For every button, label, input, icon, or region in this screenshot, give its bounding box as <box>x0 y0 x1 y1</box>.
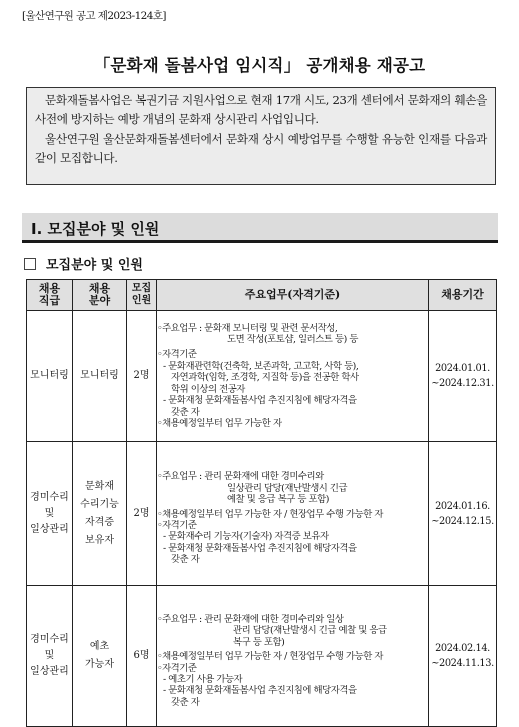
header-field-line: 분야 <box>88 294 111 307</box>
header-job-line: 직급 <box>38 294 61 307</box>
cell-duties <box>157 586 429 727</box>
period-line: 2024.01.16. <box>435 500 490 512</box>
table-row <box>27 586 497 727</box>
cell-job <box>27 311 73 442</box>
table-row <box>27 442 497 586</box>
header-job-line: 채용 <box>38 282 61 295</box>
duty-line: 도면 작성(포토샵, 일러스트 등) 등 <box>227 334 358 346</box>
subheading <box>24 254 143 273</box>
duty-line: 갖춘 자 <box>171 696 200 708</box>
period-line: ~2024.11.13. <box>431 658 494 669</box>
table-header-row <box>27 280 497 311</box>
cell-line: 일상관리 <box>30 666 69 677</box>
cell-line: 경미수리 <box>30 634 69 645</box>
table-row <box>27 311 497 442</box>
cell-line: 자격증 <box>85 516 114 528</box>
intro-paragraph: 문화재돌봄사업은 복권기금 지원사업으로 현재 17개 시도, 23개 센터에서 문화재의 훼손을 사전에 방지하는 예방 개념의 문화재 상시관리 사업입니다. <box>35 93 487 127</box>
section-title: Ⅰ. 모집분야 및 인원 <box>31 220 160 238</box>
cell-duties <box>157 442 429 586</box>
page-title: 「문화재 돌봄사업 임시직」 공개채용 재공고 <box>93 56 426 75</box>
duty-line: - 문화재청 문화재돌봄사업 추진지침에 해당자격을 <box>163 395 357 407</box>
duty-line: - 문화재청 문화재돌봄사업 추진지침에 해당자격을 <box>163 685 357 697</box>
cell-field <box>73 311 127 442</box>
cell-period <box>429 586 497 727</box>
header-duties: 주요업무(자격기준) <box>157 280 429 311</box>
duty-line: 갖춘 자 <box>171 554 200 566</box>
cell-line: 경미수리 <box>30 491 69 503</box>
duty-line: 일상관리 담당(재난발생시 긴급 <box>227 482 348 494</box>
intro-box <box>26 87 496 185</box>
cell-line: 및 <box>44 650 55 661</box>
period-line: ~2024.12.15. <box>431 515 494 527</box>
notice-number: [울산연구원 공고 제2023-124호] <box>22 10 166 22</box>
cell-line: 모니터링 <box>30 370 69 381</box>
duty-line: ◦주요업무 : 관리 문화재에 대한 경미수리와 <box>157 471 324 483</box>
duty-line: - 문화재관련학(건축학, 보존과학, 고고학, 사학 등), <box>163 360 359 372</box>
duty-line: ◦채용예정일부터 업무 가능한 자 / 현장업무 수행 가능한 자 <box>157 508 383 520</box>
cell-line: 일상관리 <box>30 523 69 535</box>
cell-duties <box>157 311 429 442</box>
cell-line: 보유자 <box>85 534 114 546</box>
subheading-label: 모집분야 및 인원 <box>46 258 143 273</box>
duty-line: - 문화재청 문화재돌봄사업 추진지침에 해당자격을 <box>163 542 357 554</box>
cell-job <box>27 442 73 586</box>
header-count-line: 인원 <box>131 295 152 306</box>
duty-line: 복구 등 포함) <box>233 636 285 648</box>
cell-period <box>429 311 497 442</box>
cell-line: 모니터링 <box>80 370 119 381</box>
duty-line: 학위 이상의 전공자 <box>171 383 245 395</box>
cell-period <box>429 442 497 586</box>
cell-field <box>73 586 127 727</box>
duty-line: ◦채용예정일부터 업무 가능한 자 <box>157 417 282 429</box>
cell-line: 예초 <box>89 641 110 652</box>
header-field <box>73 280 127 311</box>
duty-line: - 문화재수리 기능자(기술자) 자격증 보유자 <box>163 531 329 543</box>
duty-line: ◦자격기준 <box>157 520 197 531</box>
period-line: 2024.02.14. <box>435 643 490 654</box>
header-count-line: 모집 <box>131 283 152 294</box>
header-field-line: 채용 <box>88 282 111 295</box>
recruitment-table <box>26 279 497 727</box>
cell-count: 2명 <box>127 442 157 586</box>
duty-line: ◦채용예정일부터 업무 가능한 자 / 현장업무 수행 가능한 자 <box>157 651 383 663</box>
duty-line: 자연과학(임학, 조경학, 지질학 등)을 전공한 학사 <box>171 372 359 384</box>
duty-line: ◦주요업무 : 관리 문화재에 대한 경미수리와 일상 <box>157 613 344 625</box>
duty-line: ◦자격기준 <box>157 662 197 674</box>
duty-line: 갖춘 자 <box>171 406 200 418</box>
cell-count: 2명 <box>127 311 157 442</box>
duty-line: 예찰 및 응급 복구 등 포함) <box>227 494 329 506</box>
period-line: 2024.01.01. <box>435 363 490 374</box>
square-bullet-icon <box>24 258 36 270</box>
cell-line: 문화재 <box>85 480 114 492</box>
duty-line: - 예초기 사용 가능자 <box>163 673 243 685</box>
header-count <box>127 280 157 311</box>
cell-line: 및 <box>44 507 55 519</box>
cell-count: 6명 <box>127 586 157 727</box>
duty-line: 관리 담당(재난발생시 긴급 예찰 및 응급 <box>233 625 387 637</box>
cell-job <box>27 586 73 727</box>
intro-paragraph: 울산연구원 울산문화재돌봄센터에서 문화재 상시 예방업무를 수행할 유능한 인재를 다음과 같이 모집합니다. <box>35 131 487 166</box>
cell-line: 수리기능 <box>80 498 119 510</box>
duty-line: ◦자격기준 <box>157 349 197 361</box>
cell-field <box>73 442 127 586</box>
cell-line: 가능자 <box>85 659 114 670</box>
period-line: ~2024.12.31. <box>431 378 494 389</box>
header-period: 채용기간 <box>429 280 497 311</box>
header-job <box>27 280 73 311</box>
duty-line: ◦주요업무 : 문화재 모니터링 및 관련 문서작성, <box>157 322 338 334</box>
